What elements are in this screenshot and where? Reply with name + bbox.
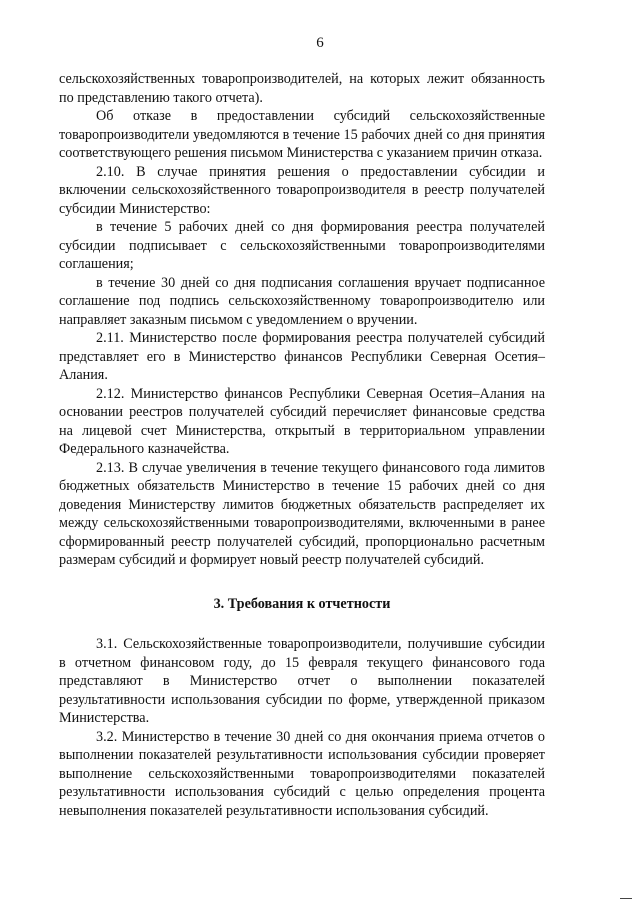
document-body bbox=[59, 70, 545, 820]
paragraph: Об отказе в предоставлении субсидий сельскохозяйственные товаропроизводители уведомляются в течение 15 рабочих дней со дня принятия соответствующего решения письмом Министерства с указанием причин отказа. bbox=[59, 108, 545, 161]
paragraph: в течение 5 рабочих дней со дня формирования реестра получателей субсидии подписывает с сельскохозяйственными товаропроизводителями соглашения; bbox=[59, 219, 545, 272]
paragraph: 2.13. В случае увеличения в течение текущего финансового года лимитов бюджетных обязательств Министерство в течение 15 рабочих дней со дня доведения Министерству лимитов бюджетных обязательств распределяет их между сельскохозяйственными товаропроизводителями, включенными в ранее сформированный реестр получателей субсидий, пропорционально расчетным размерам субсидий и формирует новый реестр получателей субсидий. bbox=[59, 459, 545, 568]
page-edge-mark bbox=[620, 898, 632, 899]
paragraph: 3.2. Министерство в течение 30 дней со дня окончания приема отчетов о выполнении показателей результативности использования субсидии проверяет выполнение сельскохозяйственными товаропроизводителями показателей результативности использования субсидий с целью определения процента невыполнения показателей результативности использования субсидий. bbox=[59, 728, 545, 819]
paragraph: сельскохозяйственных товаропроизводителей, на которых лежит обязанность по представлению такого отчета). bbox=[59, 71, 545, 106]
paragraph: 3.1. Сельскохозяйственные товаропроизводители, получившие субсидии в отчетном финансовом году, до 15 февраля текущего финансового года представляют в Министерство отчет о выполнении показателей результативности использования субсидии по форме, утвержденной приказом Министерства. bbox=[59, 636, 545, 726]
paragraph: в течение 30 дней со дня подписания соглашения вручает подписанное соглашение под подпись сельскохозяйственному товаропроизводителю или направляет заказным письмом с уведомлением о вручении. bbox=[59, 274, 545, 328]
paragraph: 2.11. Министерство после формирования реестра получателей субсидий представляет его в Министерство финансов Республики Северная Осетия–Алания. bbox=[59, 330, 545, 383]
page-number: 6 bbox=[316, 35, 324, 51]
paragraph: 2.10. В случае принятия решения о предоставлении субсидии и включении сельскохозяйственного товаропроизводителя в реестр получателей субсидии Министерство: bbox=[59, 163, 545, 217]
paragraphs-before-section bbox=[59, 70, 545, 570]
section-heading: 3. Требования к отчетности bbox=[213, 595, 391, 612]
paragraph: 2.12. Министерство финансов Республики Северная Осетия–Алания на основании реестров получателей субсидий перечисляет финансовые средства на лицевой счет Министерства, открытый в территориальном управлении Федерального казначейства. bbox=[59, 385, 545, 457]
paragraphs-after-section bbox=[59, 635, 545, 820]
